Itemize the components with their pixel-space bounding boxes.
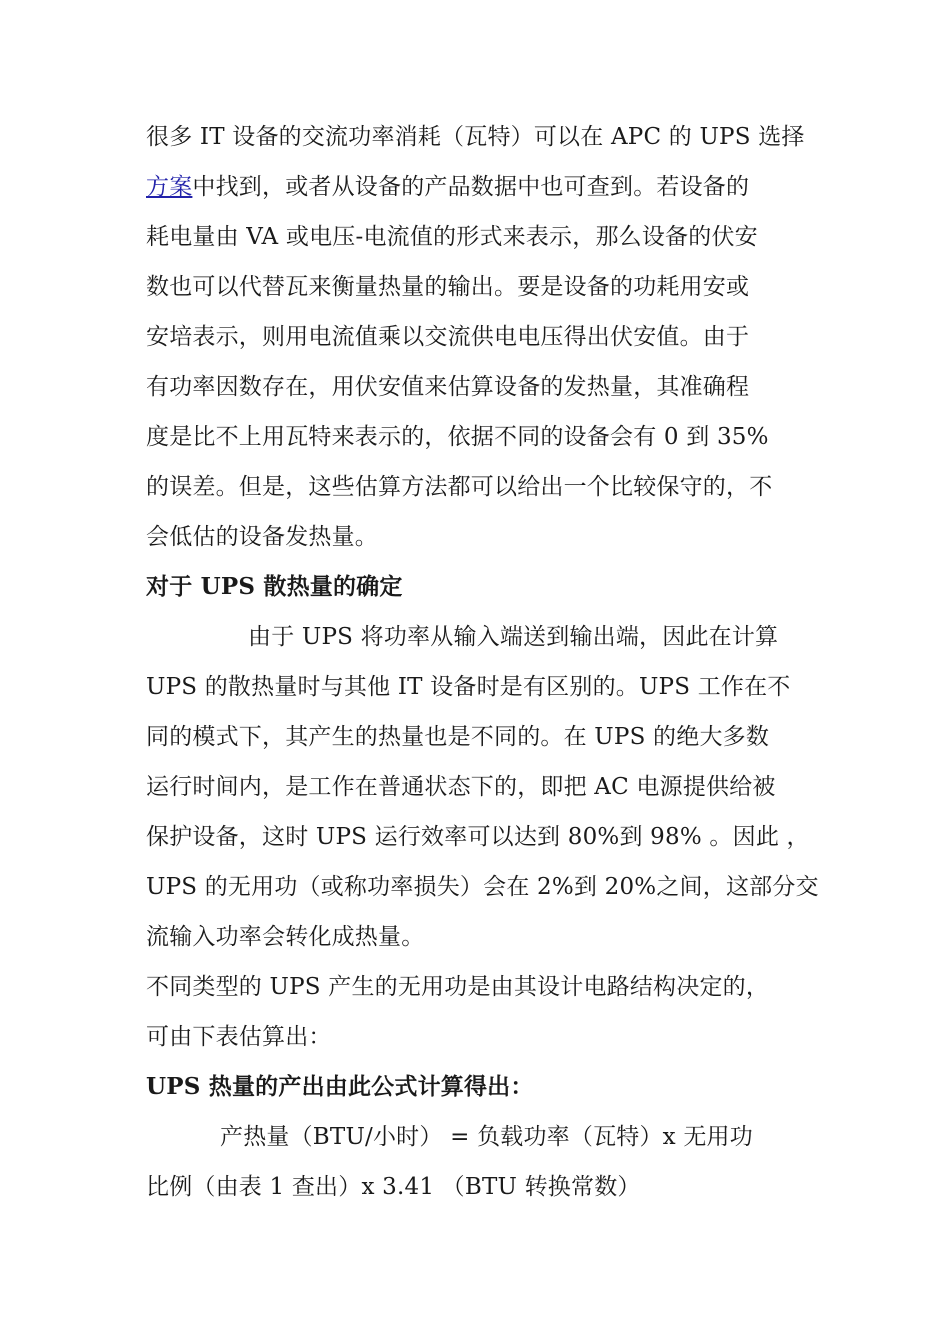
paragraph-1-line-8: 的误差。但是，这些估算方法都可以给出一个比较保守的，不 xyxy=(146,474,773,500)
paragraph-1-line-6: 有功率因数存在，用伏安值来估算设备的发热量，其准确程 xyxy=(146,374,750,400)
paragraph-1-line-1: 很多 IT 设备的交流功率消耗（瓦特）可以在 APC 的 UPS 选择 xyxy=(146,124,805,150)
paragraph-2-line-7: 流输入功率会转化成热量。 xyxy=(146,924,425,950)
formula-heading: UPS 热量的产出由此公式计算得出： xyxy=(146,1073,534,1100)
paragraph-2-line-2: UPS 的散热量时与其他 IT 设备时是有区别的。UPS 工作在不 xyxy=(146,674,791,700)
section-heading-ups-heat: 对于 UPS 散热量的确定 xyxy=(146,573,403,600)
paragraph-1-line-4: 数也可以代替瓦来衡量热量的输出。要是设备的功耗用安或 xyxy=(146,274,750,300)
paragraph-2-line-4: 运行时间内，是工作在普通状态下的，即把 AC 电源提供给被 xyxy=(146,774,776,800)
paragraph-3-line-1: 不同类型的 UPS 产生的无用功是由其设计电路结构决定的， xyxy=(146,974,770,1000)
scheme-link[interactable]: 方案 xyxy=(146,174,193,200)
paragraph-2-line-1: 由于 UPS 将功率从输入端送到输出端，因此在计算 xyxy=(248,624,779,650)
paragraph-3-line-2: 可由下表估算出： xyxy=(146,1024,332,1050)
paragraph-1-line-9: 会低估的设备发热量。 xyxy=(146,524,378,550)
formula-line-1: 产热量（BTU/小时） = 负载功率（瓦特）x 无用功 xyxy=(220,1124,753,1150)
paragraph-1-line-5: 安培表示，则用电流值乘以交流供电电压得出伏安值。由于 xyxy=(146,324,750,350)
paragraph-2-line-6: UPS 的无用功（或称功率损失）会在 2%到 20%之间，这部分交 xyxy=(146,874,819,900)
paragraph-1-line-2 xyxy=(146,172,749,202)
paragraph-2-line-3: 同的模式下，其产生的热量也是不同的。在 UPS 的绝大多数 xyxy=(146,724,770,750)
paragraph-1-line-7: 度是比不上用瓦特来表示的，依据不同的设备会有 0 到 35% xyxy=(146,424,769,450)
formula-line-2: 比例（由表 1 查出）x 3.41 （BTU 转换常数） xyxy=(146,1174,641,1200)
paragraph-1-line-3: 耗电量由 VA 或电压-电流值的形式来表示，那么设备的伏安 xyxy=(146,224,758,250)
paragraph-1-line-2-text: 中找到，或者从设备的产品数据中也可查到。若设备的 xyxy=(192,174,750,200)
paragraph-2-line-5: 保护设备，这时 UPS 运行效率可以达到 80%到 98% 。因此 ， xyxy=(146,824,810,850)
